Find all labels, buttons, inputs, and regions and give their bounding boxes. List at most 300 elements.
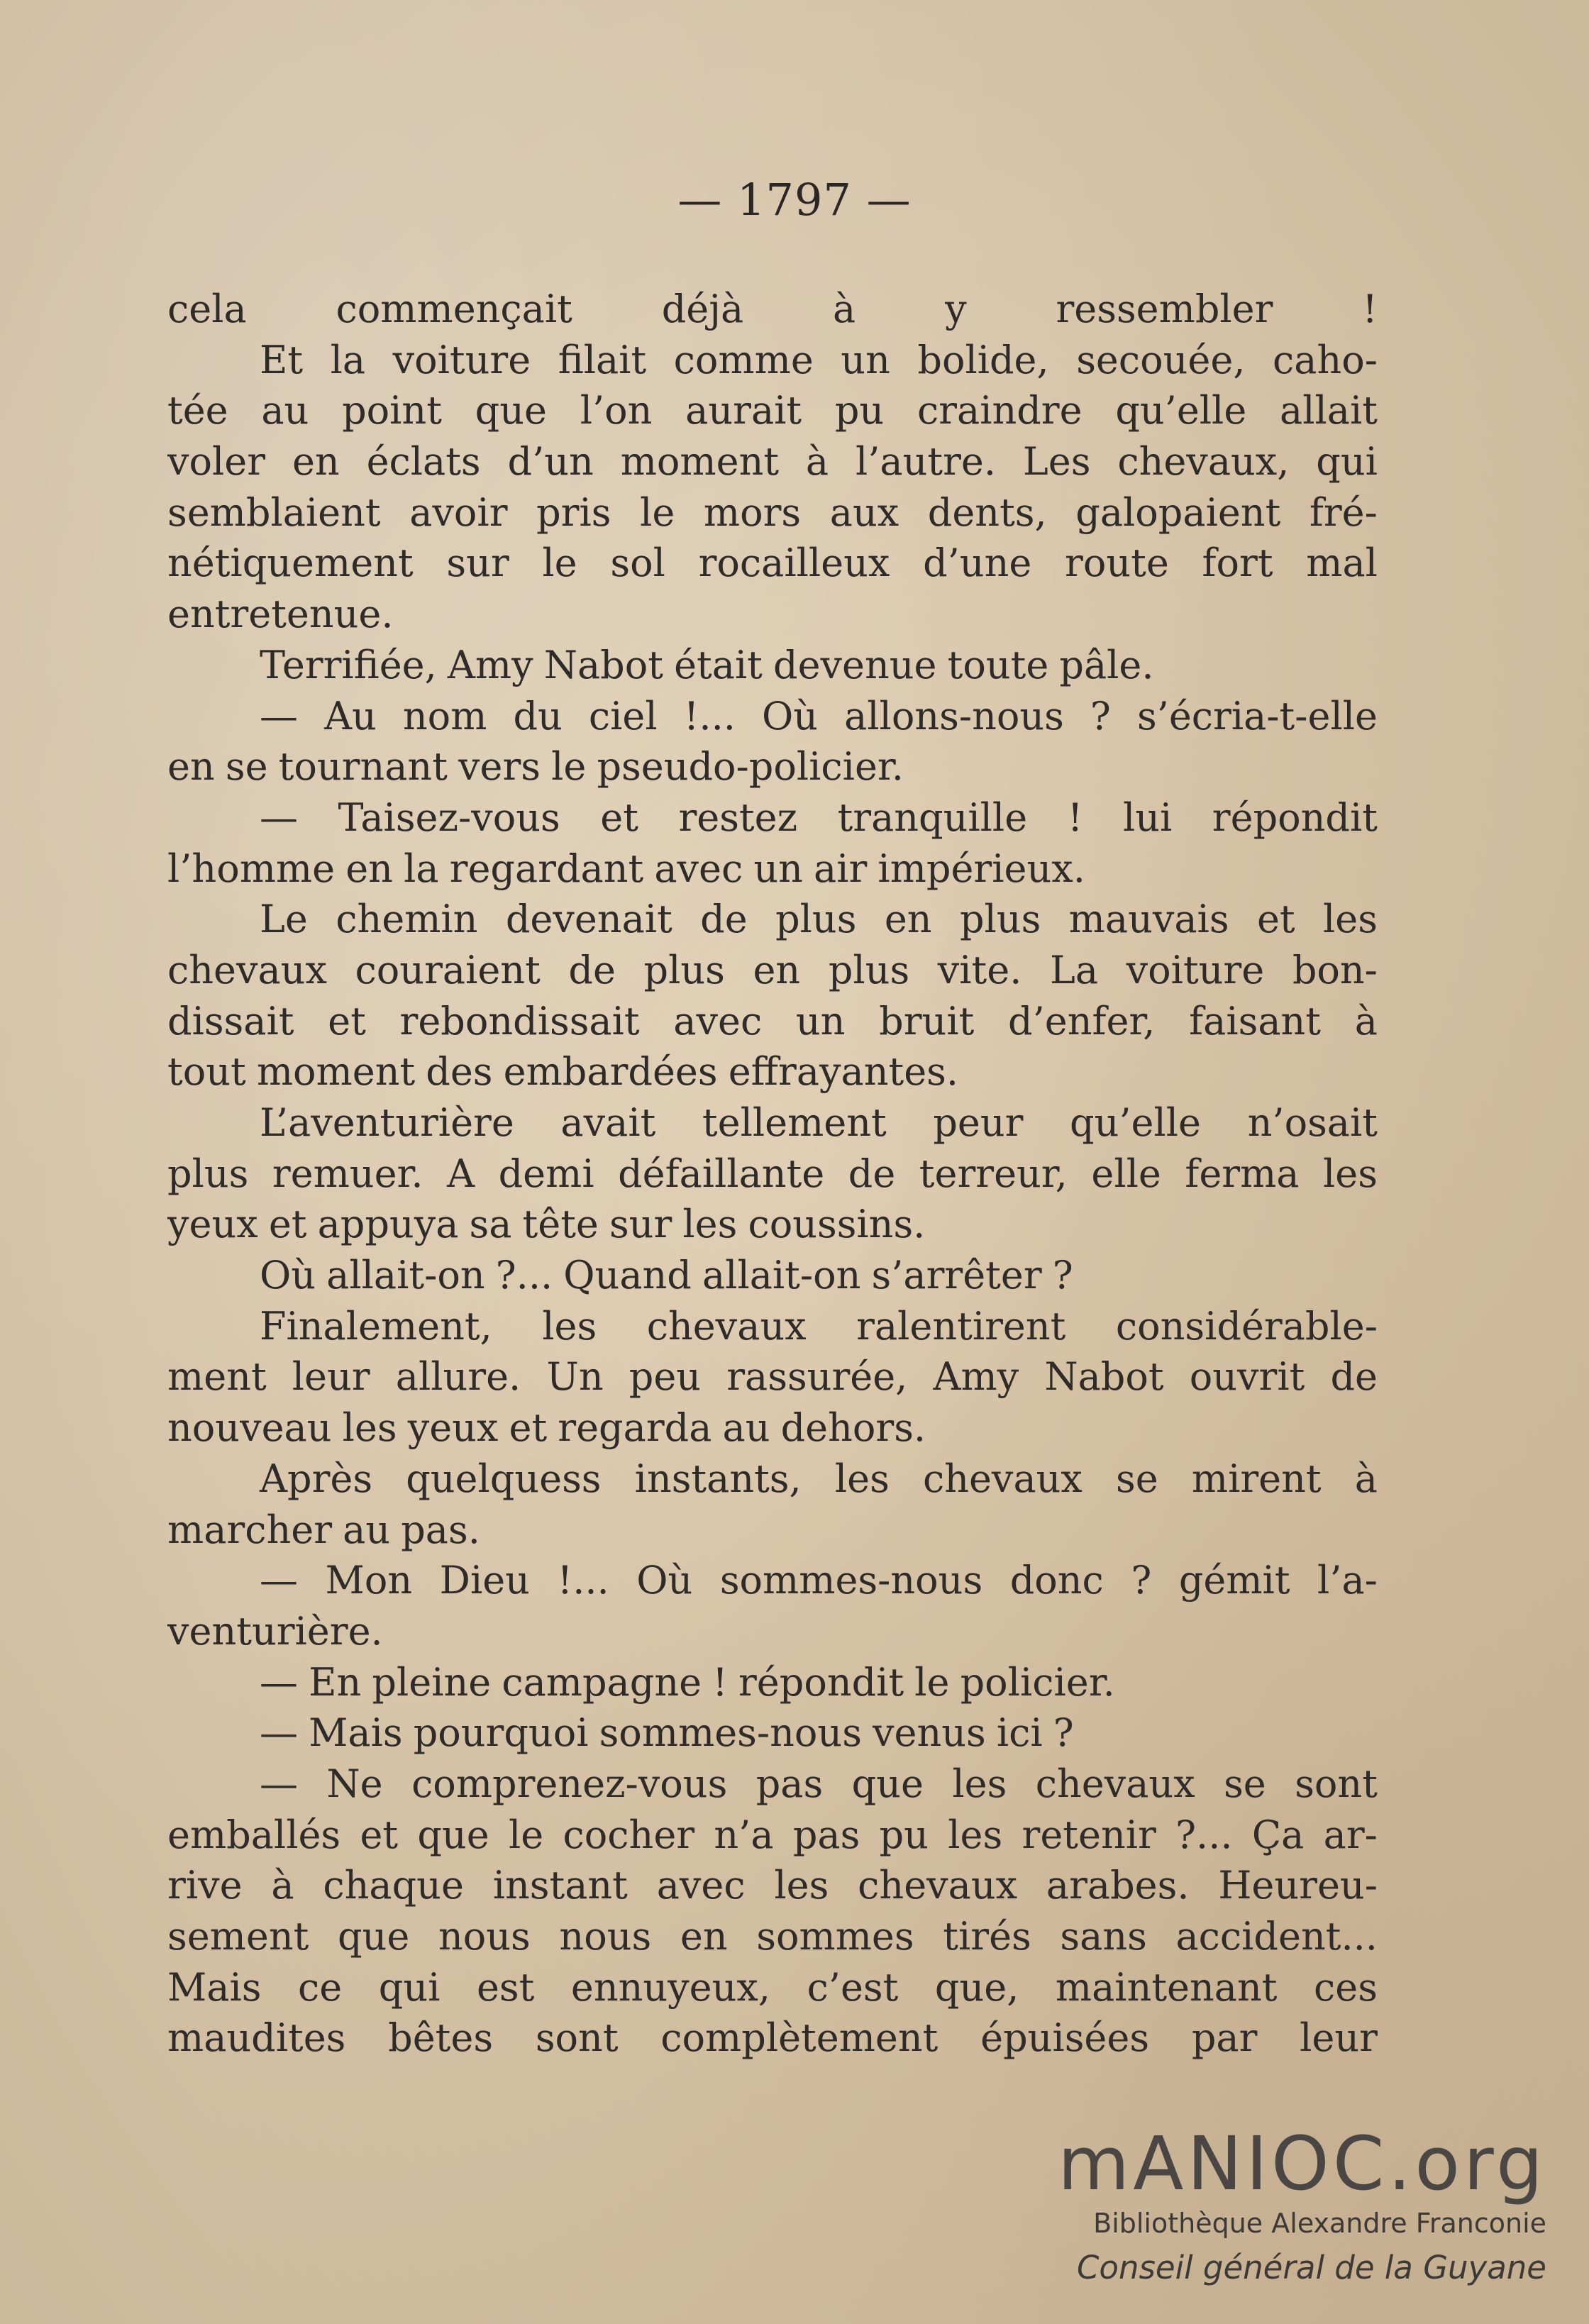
word: ferma: [1185, 1151, 1300, 1196]
word: faisant: [1189, 998, 1322, 1044]
word: entretenue.: [167, 592, 394, 637]
word: vers: [458, 744, 541, 790]
page-number: — 1797 —: [677, 174, 912, 226]
word: bolide,: [917, 337, 1049, 382]
word: s’écria-t-elle: [1136, 693, 1378, 738]
text-line: [167, 1657, 1378, 1708]
word: fré-: [1309, 489, 1378, 535]
word: n’a: [714, 1812, 774, 1857]
text-line: [167, 691, 1378, 742]
text-line: [167, 843, 1378, 895]
word: Où: [761, 693, 819, 738]
word: tête: [522, 1202, 599, 1247]
word: sur: [609, 1202, 672, 1247]
word: leur: [292, 1354, 370, 1400]
word: au: [261, 388, 309, 433]
word: instants,: [634, 1456, 802, 1501]
word: Où: [636, 1558, 693, 1603]
word: bruit: [879, 998, 975, 1044]
word: caho-: [1273, 337, 1378, 382]
body-text: [167, 284, 1378, 2064]
word: !: [1362, 287, 1378, 331]
word: Terrifiée,: [260, 642, 437, 687]
word: en: [167, 744, 215, 790]
word: au: [722, 1405, 770, 1451]
word: de: [700, 897, 748, 942]
word: l’a-: [1317, 1558, 1378, 1603]
word: policier.: [960, 1659, 1115, 1705]
word: Le: [260, 897, 308, 942]
word: épuisées: [980, 2015, 1150, 2061]
word: avait: [560, 1100, 656, 1145]
word: sommes-nous: [599, 1710, 862, 1756]
word: nouveau: [167, 1405, 332, 1451]
word: rocailleux: [698, 541, 890, 586]
word: chevaux: [646, 1303, 807, 1349]
word: pleine: [372, 1659, 492, 1705]
word: moment: [620, 439, 780, 485]
word: Au: [324, 693, 377, 738]
word: chevaux: [1035, 1761, 1195, 1806]
word: l’homme: [167, 846, 336, 891]
word: les: [948, 1812, 1003, 1857]
word: rassurée,: [726, 1354, 908, 1400]
word: !...: [683, 693, 736, 738]
word: avec: [654, 846, 743, 891]
word: répondit: [1212, 795, 1378, 840]
word: les: [682, 1202, 738, 1247]
word: pas.: [401, 1507, 480, 1552]
word: de: [1330, 1354, 1378, 1400]
word: venus: [873, 1710, 986, 1756]
word: c’est: [807, 1964, 899, 2010]
word: nétiquement: [167, 541, 414, 586]
word: Finalement,: [260, 1303, 492, 1349]
word: sommes: [756, 1914, 914, 1959]
word: plus: [959, 897, 1041, 942]
text-line: [167, 1097, 1378, 1149]
word: craindre: [917, 388, 1083, 433]
word: pâle.: [1059, 642, 1154, 687]
word: sont: [535, 2015, 619, 2061]
word: ?...: [1175, 1812, 1233, 1857]
text-line: [167, 1555, 1378, 1606]
word: air: [814, 846, 868, 891]
word: tournant: [278, 744, 448, 790]
word: maintenant: [1055, 1964, 1278, 2010]
word: Mon: [325, 1558, 413, 1603]
word: dents,: [927, 489, 1047, 535]
word: !: [1067, 795, 1083, 840]
text-line: [167, 1402, 1378, 1454]
word: appuya: [317, 1202, 459, 1247]
word: galopaient: [1075, 489, 1281, 535]
word: plus: [643, 947, 725, 992]
word: pas: [755, 1761, 824, 1806]
text-line: [167, 1810, 1378, 1861]
text-line: [167, 1199, 1378, 1250]
manioc-logo: mANIOC.org: [1057, 2120, 1546, 2207]
word: —: [260, 1558, 298, 1603]
word: comprenez-vous: [411, 1761, 728, 1806]
word: cela: [167, 287, 247, 331]
word: ce: [298, 1964, 343, 2010]
word: défaillante: [618, 1151, 825, 1196]
word: les: [342, 1405, 397, 1451]
word: à: [805, 439, 829, 485]
word: Amy: [933, 1354, 1019, 1400]
word: plus: [828, 947, 910, 992]
text-line: [167, 2013, 1378, 2064]
word: tranquille: [837, 795, 1028, 840]
word: fort: [1202, 541, 1273, 586]
word: un: [841, 337, 890, 382]
word: —: [260, 1659, 298, 1705]
word: marcher: [167, 1507, 333, 1552]
word: qu’elle: [1070, 1100, 1202, 1145]
word: cocher: [563, 1812, 695, 1857]
word: et: [600, 795, 638, 840]
word: ?: [1090, 693, 1111, 738]
text-line: [167, 1351, 1378, 1402]
word: à: [271, 1863, 294, 1908]
text-line: [167, 1250, 1378, 1301]
word: ciel: [588, 693, 658, 738]
word: en: [680, 1914, 728, 1959]
word: sommes-nous: [719, 1558, 983, 1603]
word: En: [309, 1659, 362, 1705]
word: !: [712, 1659, 728, 1705]
word: ouvrit: [1189, 1354, 1305, 1400]
text-line: [167, 284, 1378, 335]
library-name: Bibliothèque Alexandre Franconie: [1093, 2208, 1546, 2239]
word: terreur,: [919, 1151, 1068, 1196]
word: retenir: [1022, 1812, 1156, 1857]
word: aux: [829, 489, 899, 535]
word: pris: [536, 489, 611, 535]
word: était: [674, 642, 763, 687]
word: vite.: [937, 947, 1022, 992]
word: Après: [260, 1456, 373, 1501]
word: ennuyeux,: [570, 1964, 771, 2010]
word: ici: [996, 1710, 1043, 1756]
word: les: [834, 1456, 890, 1501]
word: couraient: [355, 947, 541, 992]
word: mal: [1306, 541, 1378, 586]
word: peur: [933, 1100, 1024, 1145]
word: allait: [1280, 388, 1378, 433]
word: au: [343, 1507, 391, 1552]
word: voiture: [392, 337, 531, 382]
word: et: [509, 1405, 548, 1451]
word: gémit: [1178, 1558, 1290, 1603]
word: nous: [438, 1914, 531, 1959]
word: pseudo-policier.: [597, 744, 904, 790]
word: et: [1256, 897, 1295, 942]
word: se: [225, 744, 268, 790]
word: que: [475, 388, 547, 433]
word: que: [337, 1914, 410, 1959]
word: bêtes: [388, 2015, 494, 2061]
word: nom: [402, 693, 487, 738]
word: secouée,: [1076, 337, 1246, 382]
word: des: [426, 1049, 493, 1095]
word: s’arrêter: [871, 1253, 1042, 1298]
word: yeux: [407, 1405, 499, 1451]
word: un: [795, 998, 846, 1044]
word: Quand: [563, 1253, 692, 1298]
word: devenait: [505, 897, 672, 942]
word: toute: [947, 642, 1049, 687]
word: n’osait: [1247, 1100, 1378, 1145]
word: emballés: [167, 1812, 341, 1857]
word: que: [851, 1761, 924, 1806]
text-line: [167, 945, 1378, 996]
word: devenue: [773, 642, 937, 687]
word: tée: [167, 388, 228, 433]
word: ar-: [1323, 1812, 1378, 1857]
text-line: [167, 1962, 1378, 2013]
word: Nabot: [1044, 1354, 1164, 1400]
text-line: [167, 1606, 1378, 1657]
word: L’aventurière: [260, 1100, 514, 1145]
word: Et: [260, 337, 304, 382]
word: d’un: [507, 439, 594, 485]
text-line: [167, 436, 1378, 487]
word: venturière.: [167, 1608, 383, 1654]
word: Où: [260, 1253, 316, 1298]
word: —: [260, 693, 298, 738]
word: sont: [1295, 1761, 1378, 1806]
word: Ne: [326, 1761, 383, 1806]
word: tout: [167, 1049, 246, 1095]
word: se: [1224, 1761, 1266, 1806]
text-line: [167, 538, 1378, 589]
word: allait-on: [702, 1253, 861, 1298]
word: y: [945, 287, 967, 331]
word: complètement: [660, 2015, 939, 2061]
word: Les: [1022, 439, 1091, 485]
word: le: [640, 489, 675, 535]
word: embardées: [503, 1049, 718, 1095]
word: à: [1354, 998, 1378, 1044]
word: ?: [1053, 1710, 1074, 1756]
word: qui: [1316, 439, 1378, 485]
word: allure.: [395, 1354, 521, 1400]
word: considérable-: [1115, 1303, 1378, 1349]
word: et: [360, 1812, 399, 1857]
text-line: [167, 894, 1378, 945]
word: le: [509, 1812, 544, 1857]
word: plus: [775, 897, 857, 942]
word: aurait: [685, 388, 802, 433]
word: A: [447, 1151, 475, 1196]
word: déjà: [661, 287, 744, 331]
word: sur: [446, 541, 509, 586]
word: d’une: [923, 541, 1032, 586]
word: les: [952, 1761, 1007, 1806]
word: voiture: [1126, 947, 1265, 992]
word: moment: [256, 1049, 416, 1095]
text-line: [167, 1505, 1378, 1556]
word: allait-on: [326, 1253, 485, 1298]
word: plus: [167, 1151, 249, 1196]
word: que,: [934, 1964, 1019, 2010]
word: donc: [1009, 1558, 1104, 1603]
word: le: [914, 1659, 950, 1705]
word: ment: [167, 1354, 267, 1400]
word: leur: [1300, 2015, 1378, 2061]
word: peu: [629, 1354, 702, 1400]
text-line: [167, 1454, 1378, 1505]
word: à: [1354, 1456, 1378, 1501]
word: pu: [879, 1812, 929, 1857]
word: de: [848, 1151, 896, 1196]
word: les: [774, 1863, 829, 1908]
word: commençait: [336, 287, 572, 331]
text-line: [167, 741, 1378, 792]
word: Amy: [447, 642, 533, 687]
word: chevaux: [922, 1456, 1083, 1501]
word: elle: [1091, 1151, 1161, 1196]
word: chemin: [336, 897, 478, 942]
word: point: [342, 388, 442, 433]
word: à: [833, 287, 856, 331]
word: arabes.: [1046, 1863, 1190, 1908]
word: Nabot: [543, 642, 663, 687]
word: chaque: [323, 1863, 464, 1908]
word: campagne: [502, 1659, 702, 1705]
word: en: [345, 846, 393, 891]
word: lui: [1122, 795, 1173, 840]
manioc-watermark: [1036, 2121, 1575, 2298]
word: en: [292, 439, 340, 485]
word: la: [330, 337, 366, 382]
word: répondit: [738, 1659, 904, 1705]
word: l’autre.: [856, 439, 997, 485]
word: ralentirent: [856, 1303, 1066, 1349]
text-line: [167, 1708, 1378, 1759]
word: et: [268, 1202, 307, 1247]
word: avec: [673, 998, 763, 1044]
word: !...: [557, 1558, 609, 1603]
word: La: [1049, 947, 1099, 992]
word: ressembler: [1056, 287, 1273, 331]
word: coussins.: [748, 1202, 926, 1247]
word: nous: [559, 1914, 652, 1959]
word: sement: [167, 1914, 309, 1959]
word: que: [417, 1812, 489, 1857]
word: la: [404, 846, 439, 891]
word: du: [513, 693, 563, 738]
word: en: [884, 897, 932, 942]
word: ?: [1131, 1558, 1152, 1603]
word: l’on: [580, 388, 653, 433]
text-line: [167, 1911, 1378, 1962]
word: les: [1323, 897, 1378, 942]
word: semblaient: [167, 489, 381, 535]
word: par: [1191, 2015, 1258, 2061]
word: Heureu-: [1218, 1863, 1378, 1908]
text-line: [167, 1149, 1378, 1200]
word: et: [328, 998, 366, 1044]
word: est: [476, 1964, 535, 2010]
text-line: [167, 792, 1378, 843]
word: sa: [469, 1202, 512, 1247]
word: Taisez-vous: [338, 795, 560, 840]
word: pas: [792, 1812, 860, 1857]
council-name: Conseil général de la Guyane: [1077, 2249, 1546, 2286]
text-line: [167, 335, 1378, 386]
word: regardant: [449, 846, 644, 891]
word: qu’elle: [1115, 388, 1247, 433]
word: se: [1116, 1456, 1158, 1501]
word: Dieu: [439, 1558, 530, 1603]
word: comme: [673, 337, 814, 382]
word: voler: [167, 439, 266, 485]
word: Un: [546, 1354, 604, 1400]
word: sol: [610, 541, 665, 586]
word: route: [1065, 541, 1169, 586]
text-line: [167, 385, 1378, 436]
text-line: [167, 1759, 1378, 1810]
word: de: [568, 947, 616, 992]
word: instant: [492, 1863, 628, 1908]
word: chevaux: [167, 947, 327, 992]
word: —: [260, 1710, 298, 1756]
word: tirés: [943, 1914, 1031, 1959]
word: Ça: [1251, 1812, 1305, 1857]
word: yeux: [167, 1202, 258, 1247]
word: ?: [1052, 1253, 1073, 1298]
word: qui: [378, 1964, 441, 2010]
word: dissait: [167, 998, 294, 1044]
text-line: [167, 1301, 1378, 1352]
word: sans: [1060, 1914, 1147, 1959]
word: le: [551, 744, 587, 790]
word: ces: [1314, 1964, 1378, 2010]
word: impérieux.: [877, 846, 1085, 891]
word: avoir: [409, 489, 508, 535]
word: les: [542, 1303, 597, 1349]
word: pu: [834, 388, 885, 433]
word: mauvais: [1068, 897, 1229, 942]
word: mirent: [1191, 1456, 1322, 1501]
word: un: [753, 846, 803, 891]
text-line: [167, 996, 1378, 1047]
word: regarda: [558, 1405, 712, 1451]
text-line: [167, 589, 1378, 640]
word: mors: [703, 489, 802, 535]
word: les: [1322, 1151, 1378, 1196]
text-line: [167, 1046, 1378, 1097]
word: éclats: [366, 439, 481, 485]
word: accident...: [1175, 1914, 1378, 1959]
word: filait: [558, 337, 647, 382]
word: rive: [167, 1863, 243, 1908]
word: d’enfer,: [1008, 998, 1156, 1044]
word: pourquoi: [413, 1710, 589, 1756]
word: chevaux,: [1117, 439, 1290, 485]
word: dehors.: [780, 1405, 926, 1451]
word: allons-nous: [844, 693, 1064, 738]
text-line: [167, 1860, 1378, 1911]
word: Mais: [167, 1964, 262, 2010]
word: Mais: [309, 1710, 403, 1756]
text-line: [167, 640, 1378, 691]
word: le: [542, 541, 577, 586]
word: effrayantes.: [728, 1049, 959, 1095]
